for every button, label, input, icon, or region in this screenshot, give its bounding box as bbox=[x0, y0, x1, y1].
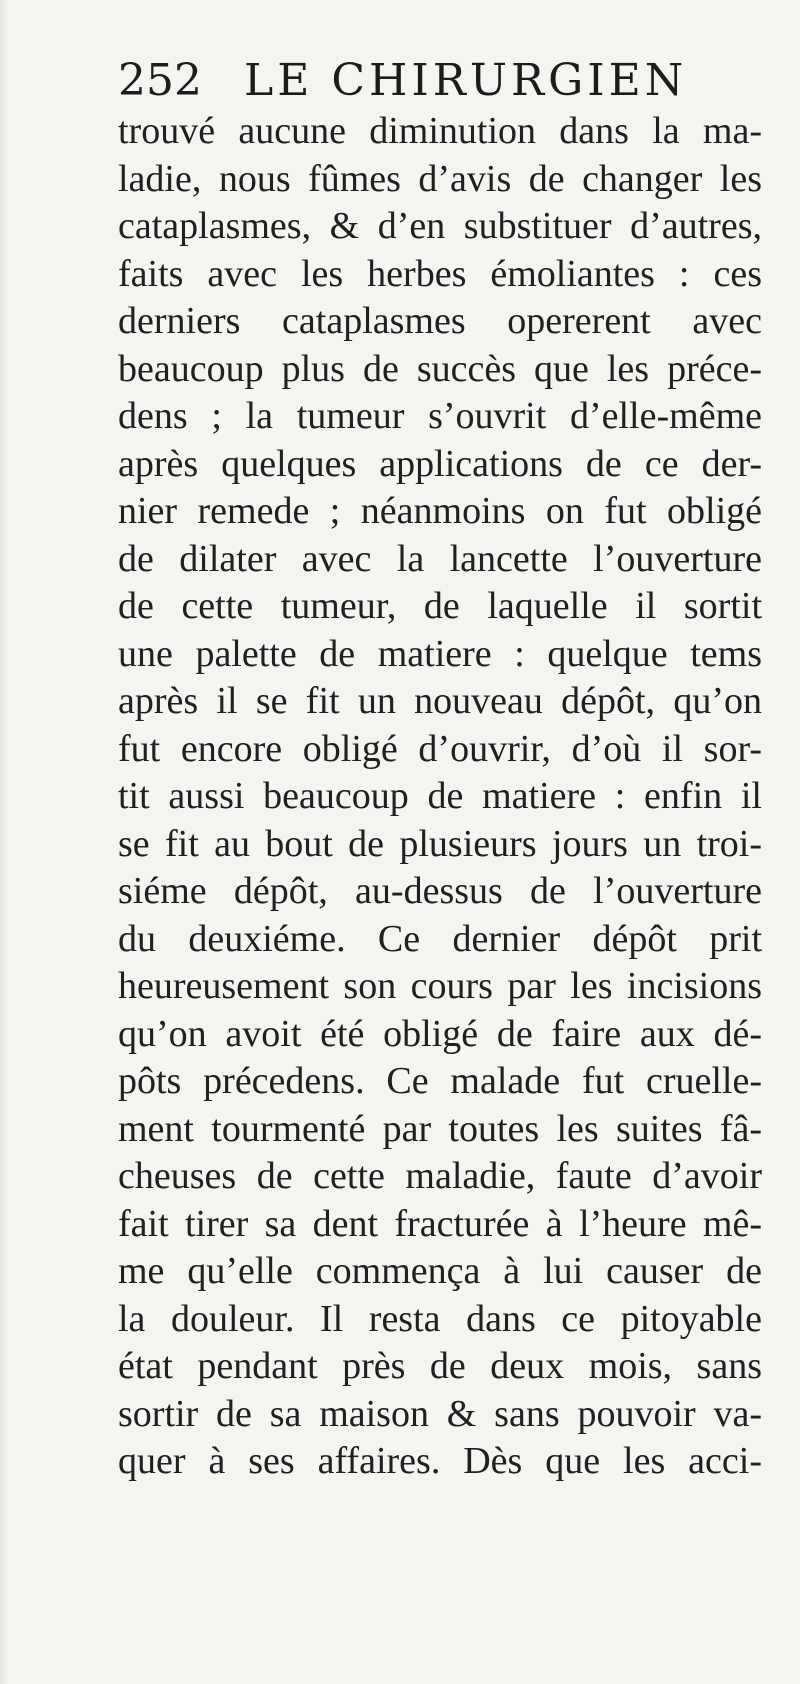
running-head bbox=[118, 52, 718, 110]
text-line: nier remede ; néanmoins on fut obligé bbox=[118, 490, 762, 532]
page-number: 252 bbox=[118, 55, 202, 106]
text-line: siéme dépôt, au-dessus de l’ouverture bbox=[118, 870, 762, 912]
text-line: cataplasmes, & d’en substituer d’autres, bbox=[118, 205, 762, 247]
text-line: cheuses de cette maladie, faute d’avoir bbox=[118, 1155, 762, 1197]
text-line: ment tourmenté par toutes les suites fâ- bbox=[118, 1107, 762, 1150]
text-line: ladie, nous fûmes d’avis de changer les bbox=[118, 157, 762, 200]
text-line: dens ; la tumeur s’ouvrit d’elle-même bbox=[118, 395, 762, 437]
text-line: pôts précedens. Ce malade fut cruelle- bbox=[118, 1060, 762, 1102]
text-line: quer à ses affaires. Dès que les acci- bbox=[118, 1440, 762, 1482]
text-line: de cette tumeur, de laquelle il sortit bbox=[118, 585, 762, 627]
text-line: après il se fit un nouveau dépôt, qu’on bbox=[118, 680, 762, 722]
body-text bbox=[118, 108, 762, 1486]
text-line: beaucoup plus de succès que les préce- bbox=[118, 347, 762, 390]
text-line: tit aussi beaucoup de matiere : enfin il bbox=[118, 775, 762, 817]
text-line: qu’on avoit été obligé de faire aux dé- bbox=[118, 1012, 762, 1055]
text-line: du deuxiéme. Ce dernier dépôt prit bbox=[118, 917, 762, 960]
text-line: faits avec les herbes émoliantes : ces bbox=[118, 252, 762, 295]
text-line: état pendant près de deux mois, sans bbox=[118, 1345, 762, 1387]
text-line: fut encore obligé d’ouvrir, d’où il sor- bbox=[118, 727, 762, 770]
text-line: la douleur. Il resta dans ce pitoyable bbox=[118, 1297, 762, 1340]
text-line: une palette de matiere : quelque tems bbox=[118, 632, 762, 675]
running-title: LE CHIRURGIEN bbox=[244, 55, 688, 106]
text-line: fait tirer sa dent fracturée à l’heure mê- bbox=[118, 1202, 762, 1245]
text-line: derniers cataplasmes opererent avec bbox=[118, 300, 762, 342]
text-line: sortir de sa maison & sans pouvoir va- bbox=[118, 1392, 762, 1435]
page-edge-shadow bbox=[0, 0, 8, 1684]
text-line: après quelques applications de ce der- bbox=[118, 442, 762, 485]
text-line: heureusement son cours par les incisions bbox=[118, 965, 762, 1007]
text-line: de dilater avec la lancette l’ouverture bbox=[118, 537, 762, 580]
text-line: trouvé aucune diminution dans la ma- bbox=[118, 110, 762, 152]
text-line: me qu’elle commença à lui causer de bbox=[118, 1250, 762, 1292]
text-line: se fit au bout de plusieurs jours un troi- bbox=[118, 822, 762, 865]
